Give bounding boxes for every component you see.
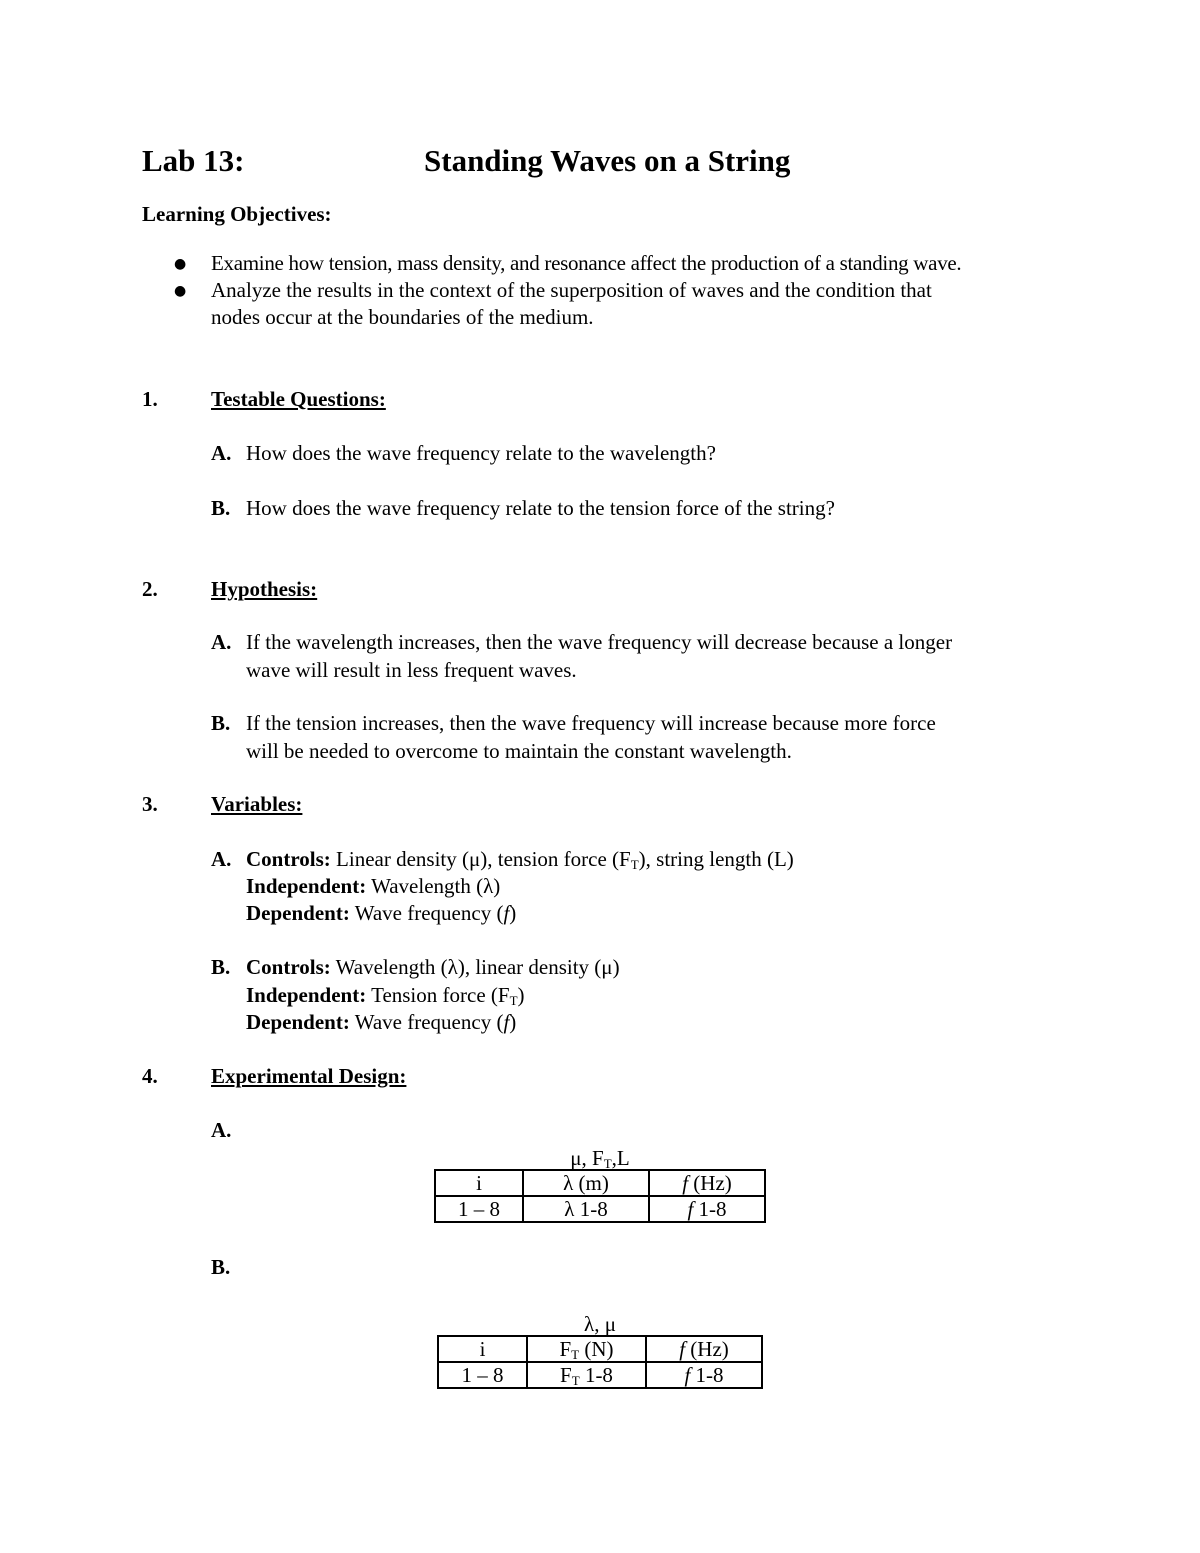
bullet-icon: ● (174, 283, 187, 299)
item-label: B. (211, 1255, 231, 1279)
lab-number: Lab 13: (142, 143, 245, 178)
section-heading-hypothesis: Hypothesis: (211, 577, 318, 601)
controls-value: Wavelength (λ), linear density (μ) (335, 955, 620, 979)
section-heading-experimental-design: Experimental Design: (211, 1064, 407, 1088)
controls-value: Linear density (μ), tension force $(F_T)$, string length (L) (336, 847, 794, 872)
section-heading-variables: Variables: (211, 792, 303, 816)
table-row (435, 1196, 765, 1222)
table-a (434, 1169, 766, 1223)
table-header-cell: f (Hz) (646, 1336, 762, 1362)
table-cell: f 1-8 (649, 1196, 765, 1222)
table-header-cell: $F_T$ (N) (527, 1336, 646, 1362)
variables-b-controls (246, 954, 620, 981)
table-cell: 1 – 8 (435, 1196, 523, 1222)
objective-item: Analyze the results in the context of the superposition of waves and the condition that (211, 278, 932, 302)
controls-label: Controls: (246, 955, 331, 979)
item-label: B. (211, 496, 231, 520)
table-b-caption: λ, μ (584, 1312, 616, 1336)
controls-label: Controls: (246, 847, 331, 871)
question-a: How does the wave frequency relate to the wavelength? (246, 441, 716, 465)
hypothesis-b-line: If the tension increases, then the wave frequency will increase because more force (246, 711, 936, 735)
section-heading-testable-questions: Testable Questions: (211, 387, 386, 411)
dependent-label: Dependent: (246, 901, 350, 925)
table-row (435, 1170, 765, 1196)
item-label: B. (211, 955, 231, 979)
objectives-heading: Learning Objectives: (142, 202, 332, 226)
table-cell: $F_T$ 1-8 (527, 1362, 646, 1388)
variables-a-controls (246, 846, 794, 873)
table-header-cell: λ (m) (523, 1170, 649, 1196)
hypothesis-a-line: wave will result in less frequent waves. (246, 658, 577, 682)
table-header-cell: f (Hz) (649, 1170, 765, 1196)
objective-item: Examine how tension, mass density, and resonance affect the production of a standing wave. (211, 251, 962, 275)
table-cell: f 1-8 (646, 1362, 762, 1388)
item-label: A. (211, 1118, 232, 1142)
table-a-caption: μ, $F_T,L$ (570, 1146, 630, 1171)
item-label: A. (211, 441, 232, 465)
variables-b-dependent (246, 1009, 516, 1036)
section-number: 2. (142, 577, 158, 601)
question-b: How does the wave frequency relate to the tension force of the string? (246, 496, 835, 520)
table-header-cell: i (435, 1170, 523, 1196)
table-cell: λ 1-8 (523, 1196, 649, 1222)
objective-item-continuation: nodes occur at the boundaries of the medium. (211, 305, 594, 329)
dependent-label: Dependent: (246, 1010, 350, 1034)
bullet-icon: ● (174, 256, 187, 272)
section-number: 1. (142, 387, 158, 411)
table-row (438, 1362, 762, 1388)
variables-b-independent (246, 982, 525, 1009)
independent-value: Wavelength (λ) (371, 874, 501, 898)
page-title: Standing Waves on a String (424, 143, 791, 178)
table-row (438, 1336, 762, 1362)
variables-a-independent (246, 873, 500, 900)
table-b (437, 1335, 763, 1389)
independent-label: Independent: (246, 874, 367, 898)
table-header-cell: i (438, 1336, 527, 1362)
section-number: 4. (142, 1064, 158, 1088)
table-cell: 1 – 8 (438, 1362, 527, 1388)
hypothesis-b-line: will be needed to overcome to maintain the constant wavelength. (246, 739, 792, 763)
dependent-value: Wave frequency (f) (354, 901, 517, 925)
item-label: A. (211, 630, 232, 654)
item-label: B. (211, 711, 231, 735)
variables-a-dependent (246, 900, 516, 927)
independent-label: Independent: (246, 983, 367, 1007)
item-label: A. (211, 847, 232, 871)
dependent-value: Wave frequency (f) (354, 1010, 517, 1034)
hypothesis-a-line: If the wavelength increases, then the wave frequency will decrease because a longer (246, 630, 953, 654)
independent-value: Tension force $(F_T)$ (371, 983, 525, 1008)
section-number: 3. (142, 792, 158, 816)
